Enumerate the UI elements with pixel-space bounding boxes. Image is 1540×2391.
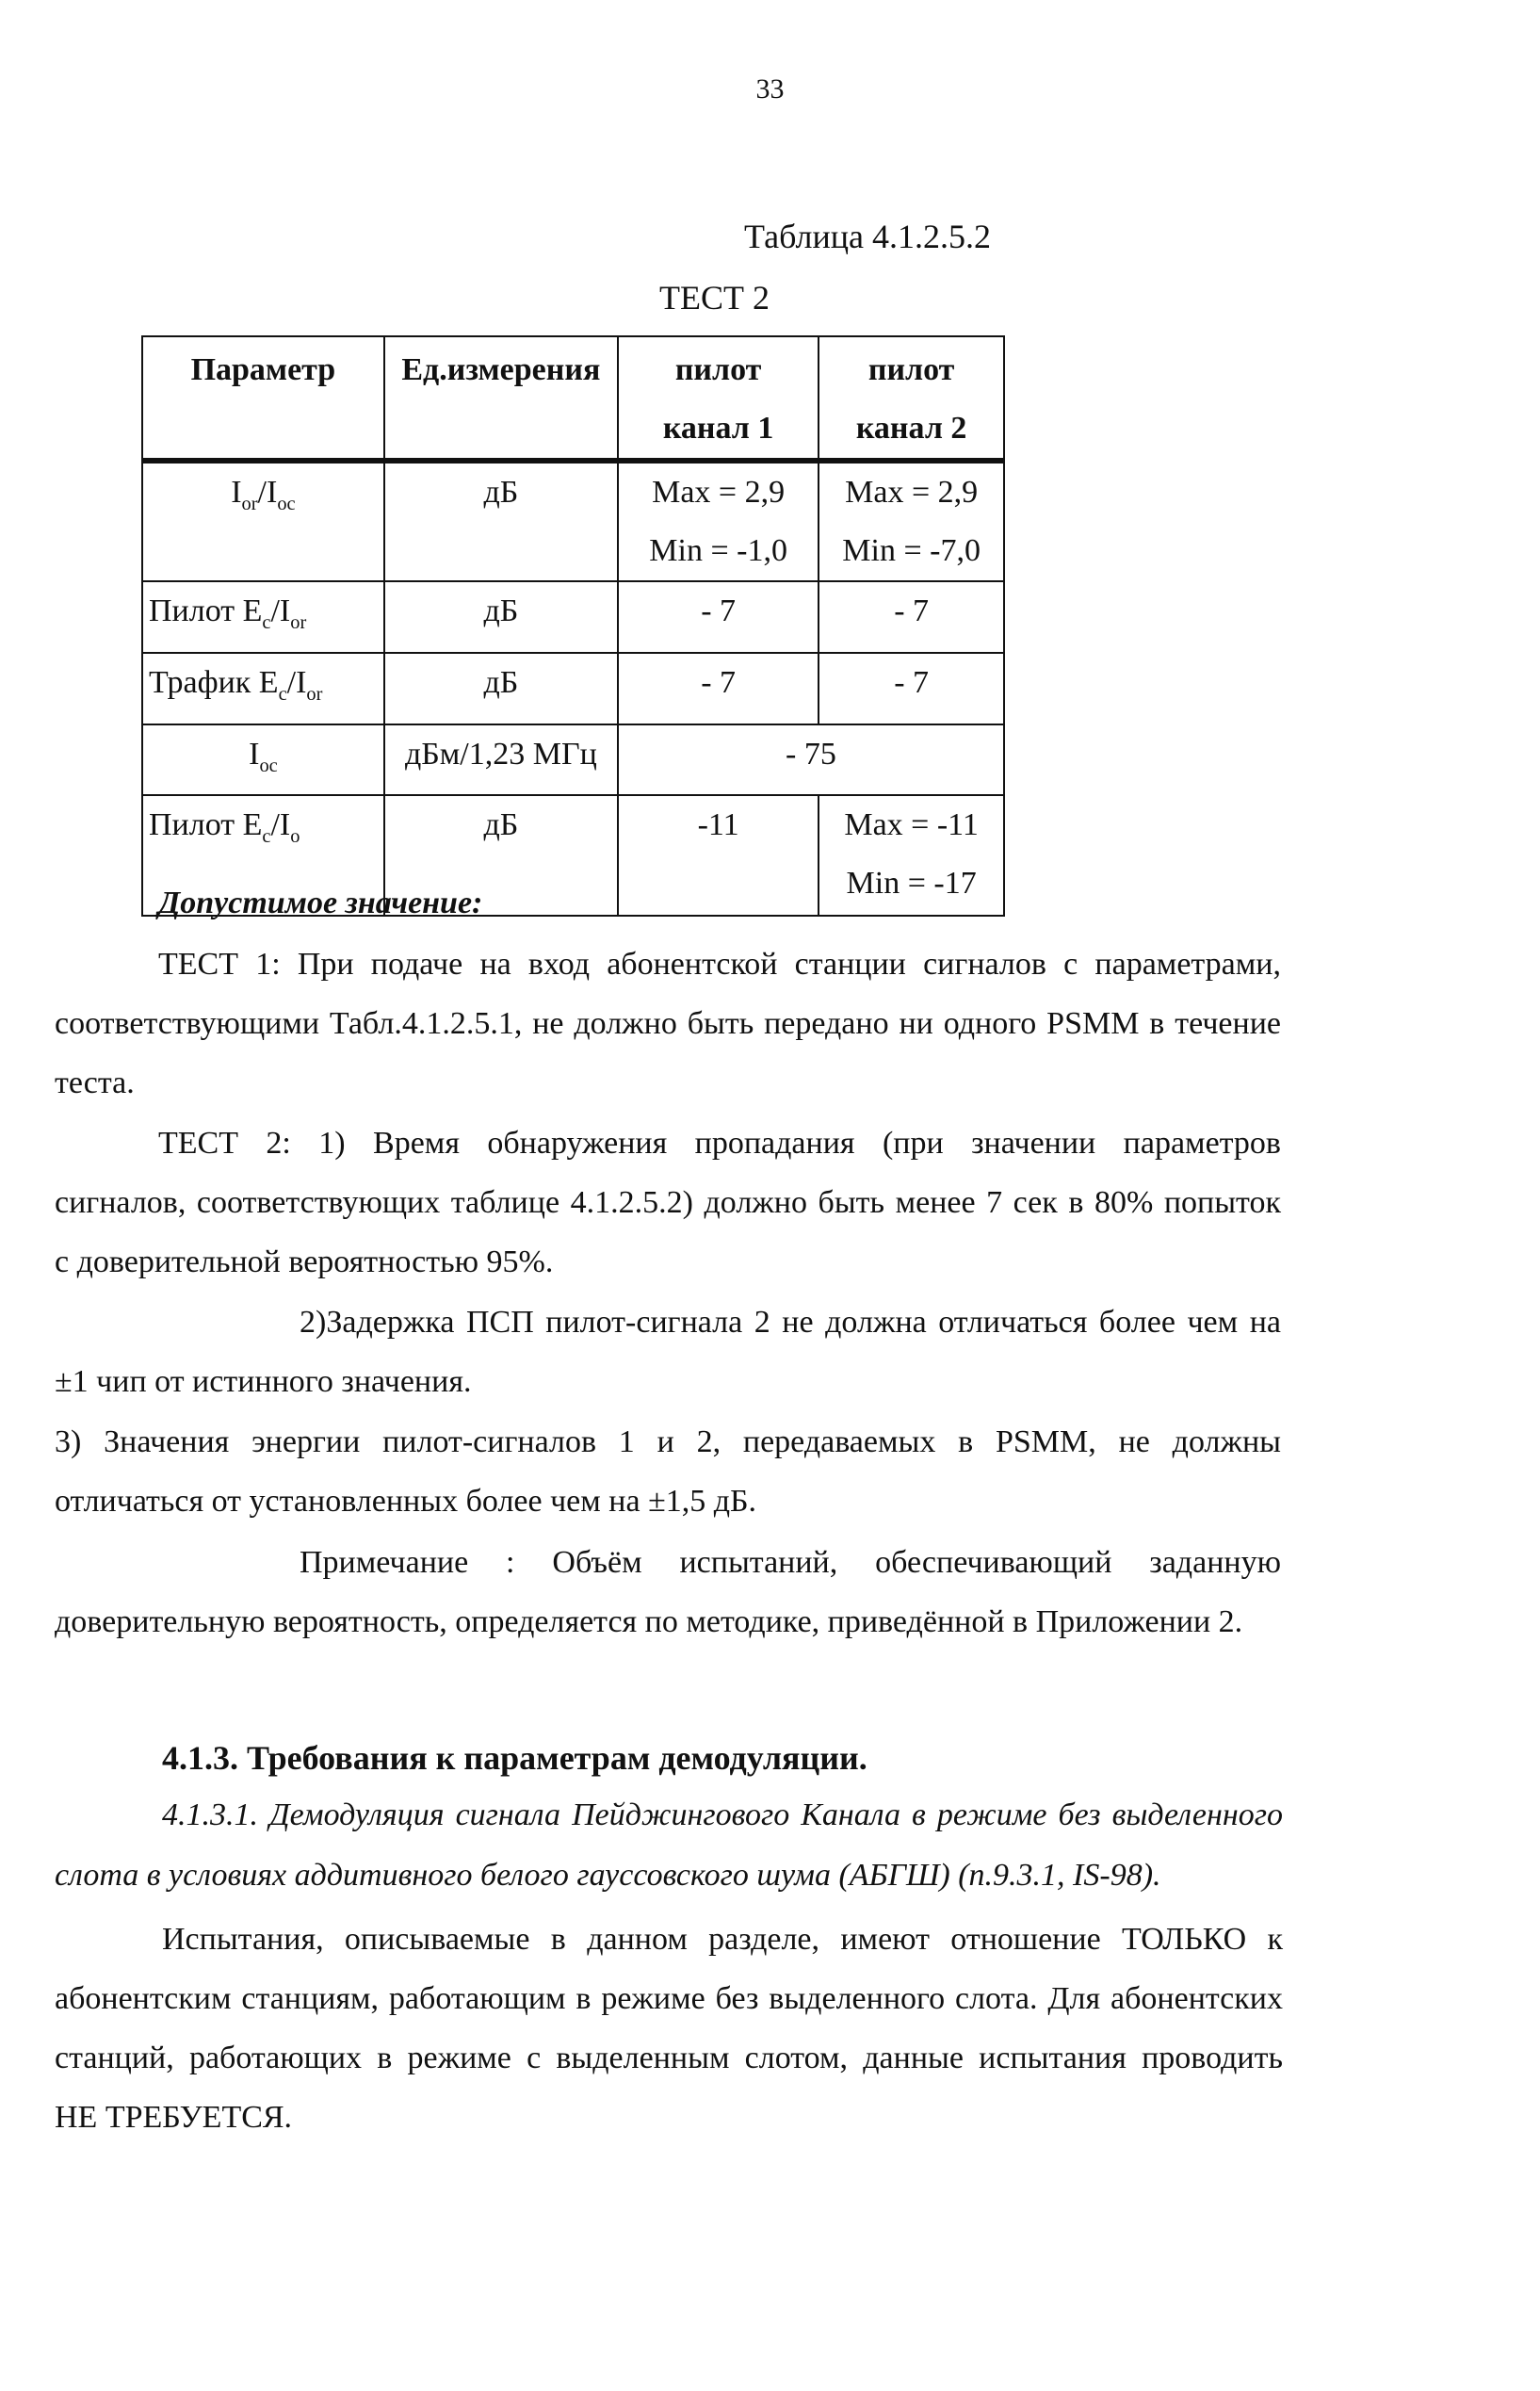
test2-line: отличаться от установленных более чем на ±1,5 дБ. xyxy=(55,1484,757,1519)
row-ch2: Max = -11 Min = -17 xyxy=(819,795,1004,916)
page-number: 33 xyxy=(755,73,785,105)
header-channel-2: пилот канал 2 xyxy=(819,336,1004,461)
section-title: 4.1.3. Требования к параметрам демодуляции. xyxy=(162,1739,867,1777)
note-line: Примечание : Объём испытаний, обеспечивающий заданную xyxy=(300,1545,1281,1580)
row-param: Пилот $E_c/I_{or}$ xyxy=(142,581,384,653)
row-ch1: -11 xyxy=(618,795,819,916)
table-row xyxy=(142,461,1004,581)
table-header-row xyxy=(142,336,1004,461)
test2-line: 2)Задержка ПСП пилот-сигнала 2 не должна отличаться более чем на xyxy=(300,1305,1281,1340)
row-ch2: Max = 2,9 Min = -7,0 xyxy=(819,461,1004,581)
row-param: $I_{or}/I_{oc}$ xyxy=(142,461,384,581)
table-row xyxy=(142,653,1004,724)
row-param: $I_{oc}$ xyxy=(142,724,384,796)
body-line: Испытания, описываемые в данном разделе, имеют отношение ТОЛЬКО к xyxy=(162,1922,1283,1957)
body-line: станций, работающих в режиме с выделенным слотом, данные испытания проводить xyxy=(55,2041,1283,2075)
table-row xyxy=(142,581,1004,653)
row-ch1: - 7 xyxy=(618,653,819,724)
row-ch2: - 7 xyxy=(819,581,1004,653)
row-unit: дБ xyxy=(384,653,618,724)
subsection-line: 4.1.3.1. Демодуляция сигнала Пейджингового Канала в режиме без выделенного xyxy=(162,1797,1283,1832)
header-unit: Ед.измерения xyxy=(384,336,618,461)
test2-line: 3) Значения энергии пилот-сигналов 1 и 2, передаваемых в PSMM, не должны xyxy=(55,1424,1281,1459)
row-ch1: Max = 2,9 Min = -1,0 xyxy=(618,461,819,581)
subsection-line: слота в условиях аддитивного белого гауссовского шума (АБГШ) (п.9.3.1, IS-98). xyxy=(55,1858,1161,1893)
test-caption: ТЕСТ 2 xyxy=(659,279,770,317)
row-merged-value: - 75 xyxy=(618,724,1004,796)
test2-line: ±1 чип от истинного значения. xyxy=(55,1364,472,1399)
row-unit: дБ xyxy=(384,581,618,653)
header-param: Параметр xyxy=(142,336,384,461)
body-line: НЕ ТРЕБУЕТСЯ. xyxy=(55,2100,293,2135)
test2-line: с доверительной вероятностью 95%. xyxy=(55,1244,554,1279)
row-unit: дБ xyxy=(384,461,618,581)
header-channel-1: пилот канал 1 xyxy=(618,336,819,461)
row-param: Трафик $E_c/I_{or}$ xyxy=(142,653,384,724)
row-unit: дБм/1,23 МГц xyxy=(384,724,618,796)
note-line: доверительную вероятность, определяется по методике, приведённой в Приложении 2. xyxy=(55,1604,1243,1639)
row-unit: дБ xyxy=(384,795,618,916)
test2-line: сигналов, соответствующих таблице 4.1.2.5.2) должно быть менее 7 сек в 80% попыток xyxy=(55,1185,1281,1220)
test1-line: соответствующими Табл.4.1.2.5.1, не должно быть передано ни одного PSMM в течение xyxy=(55,1006,1281,1041)
row-ch2: - 7 xyxy=(819,653,1004,724)
body-line: абонентским станциям, работающим в режиме без выделенного слота. Для абонентских xyxy=(55,1981,1283,2016)
table-row xyxy=(142,724,1004,796)
test1-line: ТЕСТ 1: При подаче на вход абонентской станции сигналов с параметрами, xyxy=(158,947,1281,982)
parameters-table xyxy=(141,335,1005,917)
table-caption: Таблица 4.1.2.5.2 xyxy=(744,218,991,255)
row-param: Пилот $E_c/I_o$ xyxy=(142,795,384,916)
test1-line: теста. xyxy=(55,1065,135,1100)
row-ch1: - 7 xyxy=(618,581,819,653)
test2-line: ТЕСТ 2: 1) Время обнаружения пропадания (при значении параметров xyxy=(158,1126,1281,1161)
allowed-value-heading: Допустимое значение: xyxy=(158,886,483,920)
